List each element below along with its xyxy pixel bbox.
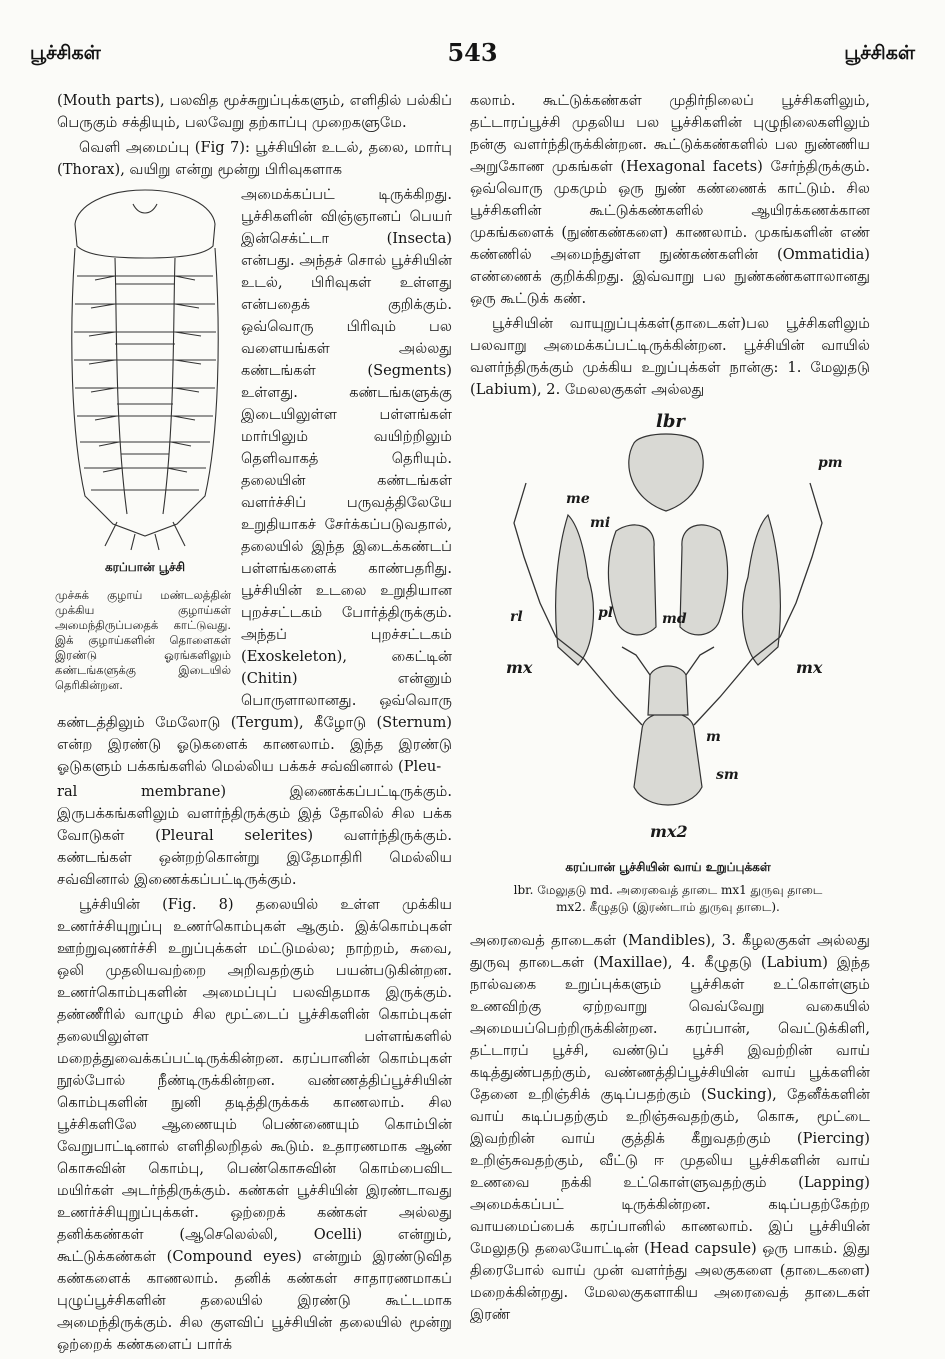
maxilla-left-shape	[556, 515, 594, 665]
label-sm: sm	[716, 767, 739, 783]
segment-lines	[74, 276, 216, 490]
right-para-1: கலாம். கூட்டுக்கண்கள் முதிர்நிலைப் பூச்சிகளிலும், தட்டாரப்பூச்சி முதலிய பல பூச்சிகளின் புழுநிலைகளிலும் நன்கு வளர்ந்திருக்கின்றன. கூட்டுக்கண்களில் பல நுண்ணிய அறுகோண முகங்கள் (Hexagonal facets) சேர்ந்திருக்கும். ஒவ்வொரு முகமும் ஒரு நுண் கண்ணைக் காட்டும். சில பூச்சிகளின் கூட்டுக்கண்களில் ஆயிரக்கணக்கான முகங்களைக் (நுண்கண்களை) காணலாம். முகங்களின் எண் கண்ணில் அமைந்துள்ள நுண்கண்களின் (Ommatidia) எண்ணைக் குறிக்கிறது. இவ்வாறு பல நுண்கண்களாலானது ஒரு கூட்டுக் கண்.	[470, 92, 870, 307]
labium-palps-base	[648, 666, 688, 715]
label-m: m	[706, 729, 721, 745]
label-mx-left: mx	[506, 658, 533, 677]
label-pm: pm	[818, 455, 843, 471]
left-para-1: (Mouth parts), பலவித மூச்சுறுப்புக்களும், எளிதில் பல்கிப் பெருகும் சக்தியும், பலவேறு தற்காப்பு முறைகளுமே.	[57, 92, 452, 131]
right-para-2: பூச்சியின் வாயுறுப்புக்கள்(தாடைகள்)பல பூச்சிகளிலும் பலவாறு அமைக்கப்பட்டிருக்கின்றன. பூச்சியின் வாயில் வளர்ந்திருக்கும் முக்கிய உறுப்புக்கள் நான்கு: 1. மேலுதடு (Labium), 2. மேலலகுகள் அல்லது	[470, 315, 870, 398]
left-para-2-tail: ral membrane) இணைக்கப்பட்டிருக்கும். இருபக்கங்களிலும் வளர்ந்திருக்கும் இத் தோலில் சில பக்க வோடுகள் (Pleural selerites) வளர்ந்திருக்கும். கண்டங்கள் ஒன்றற்கொன்று இதேமாதிரி மெல்லிய சவ்வினால் இணைக்கப்பட்டிருக்கும்.	[57, 783, 452, 888]
right-column	[470, 90, 870, 1329]
label-lbr: lbr	[656, 411, 685, 432]
mouthparts-caption: கரப்பான் பூச்சியின் வாய் உறுப்புக்கள்	[565, 860, 771, 874]
pronotum-shape	[75, 190, 215, 258]
running-header-right: பூச்சிகள்	[844, 42, 915, 64]
label-me: me	[566, 491, 590, 507]
label-md: md	[662, 611, 687, 627]
mandible-left-shape	[609, 525, 657, 635]
label-mx2: mx2	[650, 822, 688, 841]
left-column	[57, 90, 452, 1359]
left-para-3: பூச்சியின் (Fig. 8) தலையில் உள்ள முக்கிய உணர்ச்சியுறுப்பு உணர்கொம்புகள் ஆகும். இக்கொம்புகள் ஊற்றுவுணர்ச்சி உறுப்புக்கள் மட்டுமல்ல; நாற்றம், சுவை, ஒலி முதலியவற்றை அறிவதற்கும் பயன்படுகின்றன. உணர்கொம்புகளின் அமைப்புப் பலவிதமாக இருக்கும். தண்ணீரில் வாழும் சில மூட்டைப் பூச்சிகளின் கொம்புகள் தலையிலுள்ள பள்ளங்களில் மறைத்துவைக்கப்பட்டிருக்கின்றன. கரப்பானின் கொம்புகள் நூல்போல் நீண்டிருக்கின்றன. வண்ணத்திப்பூச்சியின் கொம்புகளின் நுனி தடித்திருக்கக் காணலாம். சில பூச்சிகளிலே ஆணையும் பெண்ணையும் கொம்பின் வேறுபாட்டினால் எளிதிலறிதல் கூடும். உதாரணமாக ஆண் கொசுவின் கொம்பு, பெண்கொசுவின் கொம்பைவிட மயிர்கள் அடர்ந்திருக்கும். கண்கள் பூச்சியின் இரண்டாவது உணர்ச்சியுறுப்புக்கள். ஒற்றைக் கண்கள் அல்லது தனிக்கண்கள் (ஆசெலெல்லி, Ocelli) என்றும், கூட்டுக்கண்கள் (Compound eyes) என்றும் இரண்டுவித கண்களைக் காணலாம். தனிக் கண்கள் சாதாரணமாகப் புழுப்பூச்சிகளின் தலையில் இரண்டு கூட்டமாக அமைந்திருக்கும். சில குளவிப் பூச்சியின் தலையில் மூன்று ஒற்றைக் கண்களைப் பார்க்	[57, 896, 452, 1353]
trachea-main-trunks	[115, 258, 175, 514]
page-number: 543	[447, 38, 498, 67]
label-rl: rl	[510, 609, 523, 625]
maxilla-right-shape	[743, 515, 781, 665]
labium-shape	[634, 713, 702, 806]
right-para-3: அரைவைத் தாடைகள் (Mandibles), 3. கீழலகுகள் அல்லது துருவு தாடைகள் (Maxillae), 4. கீழுதடு (Labium) இந்த நால்வகை உறுப்புக்களும் பூச்சிகள் உட்கொள்ளும் உணவிற்கு ஏற்றவாறு வெவ்வேறு வகையில் அமையப்பெற்றிருக்கின்றன. கரப்பான், வெட்டுக்கிளி, தட்டாரப் பூச்சி, வண்டுப் பூச்சி இவற்றின் வாய் கடித்துண்பதற்கும், வண்ணத்திப்பூச்சியின் வாய் பூக்களின் தேனை உறிஞ்சிக் குடிப்பதற்கும் (Sucking), தேனீக்களின் வாய் கடிப்பதற்கும் உறிஞ்சுவதற்கும், கொசு, மூட்டை இவற்றின் வாய் குத்திக் கீறுவதற்கும் (Piercing) உறிஞ்சுவதற்கும், வீட்டு ஈ முதலிய பூச்சிகளின் வாய் உணவை நக்கி உட்கொள்ளுவதற்கும் (Lapping) அமைக்கப்பட் டிருக்கின்றன. கடிப்பதற்கேற்ற வாயமைப்பைக் கரப்பானில் காணலாம். இப் பூச்சியின் மேலுதடு தலையோட்டின் (Head capsule) ஒரு பாகம். இது திரைபோல் வாய் முன் வளர்ந்து அலகுகளை (தாடைகளை) மறைக்கின்றது. மேலலகுகளாகிய அரைவைத் தாடைகள் இரண்	[470, 932, 870, 1323]
mouthparts-legend-2: mx2. கீழுதடு (இரண்டாம் துருவு தாடை).	[556, 900, 780, 914]
label-pl: pl	[598, 605, 614, 621]
trachea-branches	[89, 276, 201, 472]
label-mi: mi	[590, 515, 611, 531]
cockroach-illustration	[55, 184, 235, 554]
cockroach-note: முச்சுக் குழாய் மண்டலத்தின் முக்கிய குழாய்கள் அமைந்திருப்பதைக் காட்டுவது. இக் குழாய்களின் தொளைகள் இரண்டு ஓரங்களிலும் கண்டங்களுக்கு இடையில் தெரிகின்றன.	[55, 588, 231, 692]
label-mx-right: mx	[796, 658, 823, 677]
mouthparts-illustration	[466, 407, 870, 847]
trachea-cross-links	[115, 284, 175, 454]
left-para-2-lead: வெளி அமைப்பு (Fig 7): பூச்சியின் உடல், தலை, மார்பு (Thorax), வயிறு என்று மூன்று பிரிவுகளாக	[57, 139, 452, 178]
left-para-2-wrap: அமைக்கப்பட் டிருக்கிறது. பூச்சிகளின் விஞ்ஞானப் பெயர் இன்செக்ட்டா (Insecta) என்பது. அந்தச் சொல் பூச்சியின் உடல், பிரிவுகள் உள்ளது என்பதைக் குறிக்கும். ஒவ்வொரு பிரிவும் பல வளையங்கள் அல்லது கண்டங்கள் (Segments) உள்ளது. கண்டங்களுக்கு இடையிலுள்ள பள்ளங்கள் மார்பிலும் வயிற்றிலும் தெளிவாகத் தெரியும். தலையின் கண்டங்கள் வளர்ச்சிப் பருவத்திலேயே உறுதியாகச் சேர்க்கப்படுவதால், தலையில் இந்த இடைக்கண்டப் பள்ளங்களைக் காண்பதரிது. பூச்சியின் உடலை உறுதியான புறச்சட்டகம் போர்த்திருக்கும். அந்தப் புறச்சட்டகம் (Exoskeleton), கைட்டின் (Chitin) என்னும் பொருளாலானது. ஒவ்வொரு கண்டத்திலும் மேலோடு (Tergum), கீழோடு (Sternum) என்ற இரண்டு ஓடுகளைக் காணலாம். இந்த இரண்டு ஓடுகளும் பக்கங்களில் மெல்லிய பக்கச் சவ்வினால் (Pleu-	[57, 186, 452, 775]
labrum-shape	[629, 434, 703, 511]
mandible-right-shape	[680, 525, 728, 635]
mouthparts-legend-1: lbr. மேலுதடு md. அரைவைத் தாடை mx1 துருவு தாடை	[513, 883, 823, 897]
cockroach-figure	[55, 184, 235, 697]
running-header-left: பூச்சிகள்	[30, 42, 101, 64]
head-mark	[133, 204, 157, 213]
cockroach-caption: கரப்பான் பூச்சி	[104, 560, 185, 574]
mouthparts-figure	[466, 407, 870, 916]
